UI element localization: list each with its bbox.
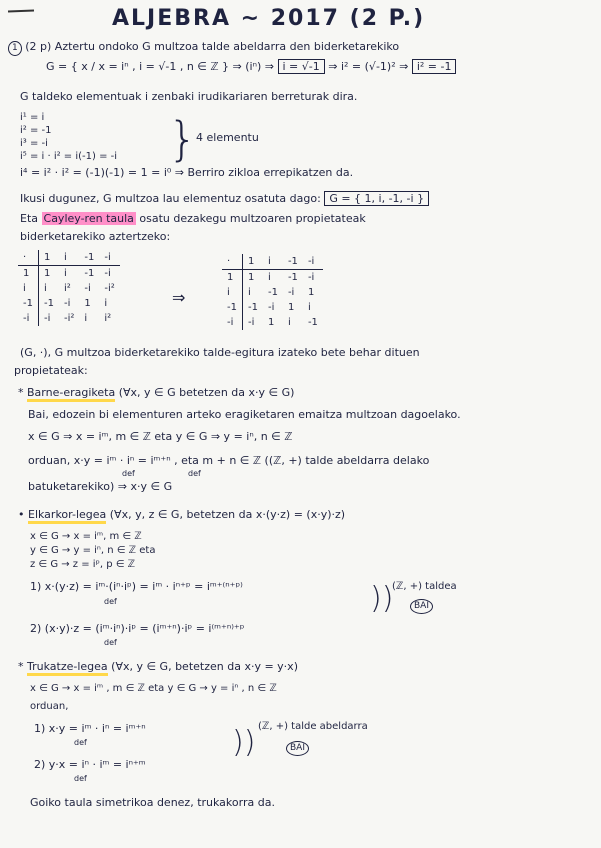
assoc-line-1: x ∈ G → x = iᵐ, m ∈ ℤ bbox=[30, 531, 142, 542]
closure-line-2: x ∈ G ⇒ x = iᵐ, m ∈ ℤ eta y ∈ G ⇒ y = iⁿ, n ∈ ℤ bbox=[28, 430, 293, 443]
def-label: def bbox=[122, 469, 135, 478]
boxed-i-squared: i² = -1 bbox=[412, 59, 457, 74]
def-label: def bbox=[188, 469, 201, 478]
set-definition: G = { x / x = iⁿ , i = √-1 , n ∈ ℤ } ⇒ (iⁿ) ⇒ bbox=[46, 60, 274, 73]
table-cell: -i bbox=[247, 317, 255, 328]
table-cell: i bbox=[247, 287, 251, 298]
table-cell: -1 bbox=[283, 254, 303, 270]
assoc-bai bbox=[410, 598, 433, 614]
table-row bbox=[18, 311, 120, 326]
conclusion-line bbox=[20, 192, 429, 205]
comm-line-4: 2) y·x = iⁿ · iᵐ = iⁿ⁺ᵐ bbox=[34, 758, 146, 771]
closure-line-3: orduan, x·y = iᵐ · iⁿ = iᵐ⁺ⁿ , eta m + n ∈ ℤ ((ℤ, +) talde abeldarra delako bbox=[28, 454, 430, 467]
assoc-line-2: y ∈ G → y = iⁿ, n ∈ ℤ eta bbox=[30, 545, 156, 556]
table-cell: -1 bbox=[287, 272, 298, 283]
power-line-5: i⁵ = i · i² = i(-1) = -i bbox=[20, 151, 118, 162]
table-cell: 1 bbox=[242, 254, 262, 270]
problem-intro: (2 p) Aztertu ondoko G multzoa talde abeldarra den biderketarekiko bbox=[25, 40, 400, 53]
table-row bbox=[222, 300, 323, 315]
table-cell: -i bbox=[84, 283, 91, 294]
power-line-1: i¹ = i bbox=[20, 112, 45, 123]
closure-heading bbox=[18, 386, 294, 399]
brace-symbol: } bbox=[168, 112, 198, 166]
def-label: def bbox=[104, 597, 117, 606]
table-cell: i bbox=[84, 313, 88, 324]
table-cell: i bbox=[18, 281, 38, 296]
table-cell: i bbox=[267, 272, 271, 283]
table-cell: -i bbox=[18, 311, 38, 326]
table-cell: -i bbox=[287, 287, 295, 298]
table-row bbox=[18, 296, 120, 311]
table-row bbox=[222, 270, 323, 286]
corner-dash bbox=[8, 10, 34, 13]
bullet: • bbox=[18, 508, 25, 521]
comm-right-note: (ℤ, +) talde abeldarra bbox=[258, 721, 368, 732]
table-cell: 1 bbox=[18, 266, 38, 282]
table-header-row bbox=[222, 254, 323, 270]
table-cell: i bbox=[59, 250, 79, 266]
def-label: def bbox=[74, 738, 87, 747]
table-cell: i bbox=[307, 302, 311, 313]
implies-arrow: ⇒ bbox=[172, 288, 186, 307]
table-cell: 1 bbox=[222, 270, 242, 286]
table-cell: 1 bbox=[287, 302, 295, 313]
closure-line-1: Bai, edozein bi elementuren arteko eragiketaren emaitza multzoan dagoelako. bbox=[28, 408, 461, 421]
power-line-3: i³ = -i bbox=[20, 138, 48, 149]
table-row bbox=[222, 285, 323, 300]
boxed-i-definition: i = √-1 bbox=[278, 59, 325, 74]
cayley-table-simplified bbox=[222, 254, 323, 330]
cayley-table-raw bbox=[18, 250, 120, 326]
comm-line-1: x ∈ G → x = iᵐ , m ∈ ℤ eta y ∈ G → y = iⁿ , n ∈ ℤ bbox=[30, 683, 277, 694]
table-cell: -i bbox=[222, 315, 242, 330]
table-cell: -1 bbox=[79, 250, 99, 266]
assoc-line-5: 2) (x·y)·z = (iᵐ·iⁿ)·iᵖ = (iᵐ⁺ⁿ)·iᵖ = i⁽ᵐ⁺ⁿ⁾⁺ᵖ bbox=[30, 622, 245, 635]
table-cell: 1 bbox=[43, 268, 51, 279]
table-cell: -i² bbox=[104, 283, 115, 294]
table-cell: 1 bbox=[267, 317, 275, 328]
cayley-line bbox=[20, 212, 366, 225]
brace-note: 4 elementu bbox=[196, 131, 259, 144]
comm-line-2: orduan, bbox=[30, 701, 69, 712]
table-cell: -1 bbox=[84, 268, 95, 279]
comm-line-3: 1) x·y = iᵐ · iⁿ = iᵐ⁺ⁿ bbox=[34, 722, 146, 735]
assoc-line-4: 1) x·(y·z) = iᵐ·(iⁿ·iᵖ) = iᵐ · iⁿ⁺ᵖ = iᵐ⁺⁽ⁿ⁺ᵖ⁾ bbox=[30, 580, 243, 593]
assoc-right-note: (ℤ, +) taldea bbox=[392, 581, 457, 592]
powers-intro: G taldeko elementuak i zenbaki irudikariaren berreturak dira. bbox=[20, 90, 358, 103]
comm-bai bbox=[286, 740, 309, 756]
table-cell: 1 bbox=[247, 272, 255, 283]
table-cell: -1 bbox=[247, 302, 258, 313]
bai-badge: BAI bbox=[286, 741, 309, 756]
cayley-highlight: Cayley-ren taula bbox=[43, 212, 134, 225]
table-cell: i bbox=[43, 283, 47, 294]
double-paren: )) bbox=[232, 725, 256, 760]
table-cell: -i bbox=[307, 272, 315, 283]
bullet: * bbox=[18, 386, 24, 399]
problem-number: 1 bbox=[8, 41, 22, 56]
power-line-2: i² = -1 bbox=[20, 125, 52, 136]
table-cell: -i² bbox=[63, 313, 75, 324]
table-cell: -1 bbox=[307, 317, 318, 328]
table-cell: -i bbox=[99, 250, 119, 266]
cayley-pre: Eta bbox=[20, 212, 39, 225]
table-row bbox=[18, 281, 120, 296]
assoc-line-3: z ∈ G → z = iᵖ, p ∈ ℤ bbox=[30, 559, 136, 570]
table-cell: 1 bbox=[307, 287, 315, 298]
assoc-title: Elkarkor-legea bbox=[28, 508, 106, 524]
table-cell: 1 bbox=[84, 298, 91, 309]
page-title: ALJEBRA ~ 2017 (2 P.) bbox=[112, 6, 426, 31]
table-cell: i² bbox=[104, 313, 112, 324]
double-paren: )) bbox=[370, 581, 394, 616]
assoc-heading bbox=[18, 508, 345, 521]
table-cell: -i bbox=[63, 298, 71, 309]
table-row bbox=[18, 266, 120, 282]
table-cell: i bbox=[63, 268, 67, 279]
comm-title: Trukatze-legea bbox=[27, 660, 108, 676]
bai-badge: BAI bbox=[410, 599, 433, 614]
cayley-line-2: biderketarekiko aztertzeko: bbox=[20, 230, 171, 243]
table-header-row bbox=[18, 250, 120, 266]
table-cell: i² bbox=[63, 283, 71, 294]
boxed-set-G: G = { 1, i, -1, -i } bbox=[324, 191, 429, 206]
set-definition-line bbox=[46, 60, 456, 73]
table-cell: -1 bbox=[267, 287, 278, 298]
conclusion-text: Ikusi dugunez, G multzoa lau elementuz osatuta dago: bbox=[20, 192, 321, 205]
cayley-post: osatu dezakegu multzoaren propietateak bbox=[139, 212, 366, 225]
def-label: def bbox=[104, 638, 117, 647]
comm-final: Goiko taula simetrikoa denez, trukakorra da. bbox=[30, 796, 275, 809]
comm-heading bbox=[18, 660, 298, 673]
table-cell: i bbox=[222, 285, 242, 300]
table-cell: 1 bbox=[38, 250, 58, 266]
table-cell: i bbox=[263, 254, 283, 270]
table-cell: i bbox=[287, 317, 291, 328]
table-cell: · bbox=[222, 254, 242, 270]
def-label: def bbox=[74, 774, 87, 783]
table-cell: -i bbox=[267, 302, 275, 313]
table-cell: -1 bbox=[43, 298, 54, 309]
table-cell: -i bbox=[303, 254, 323, 270]
table-cell: · bbox=[18, 250, 38, 266]
bullet: * bbox=[18, 660, 24, 673]
table-cell: i bbox=[104, 298, 108, 309]
group-line-1: (G, ·), G multzoa biderketarekiko talde-egitura izateko bete behar dituen bbox=[20, 346, 420, 359]
closure-condition: (∀x, y ∈ G betetzen da x·y ∈ G) bbox=[118, 386, 295, 399]
cycle-line: i⁴ = i² · i² = (-1)(-1) = 1 = i⁰ ⇒ Berriro zikloa errepikatzen da. bbox=[20, 166, 354, 179]
comm-condition: (∀x, y ∈ G, betetzen da x·y = y·x) bbox=[111, 660, 298, 673]
i-squared-derivation: ⇒ i² = (√-1)² ⇒ bbox=[328, 60, 409, 73]
closure-title: Barne-eragiketa bbox=[27, 386, 115, 402]
table-cell: -i bbox=[43, 313, 51, 324]
closure-line-4: batuketarekiko) ⇒ x·y ∈ G bbox=[28, 480, 173, 493]
table-row bbox=[222, 315, 323, 330]
problem-intro-line bbox=[8, 40, 399, 56]
assoc-condition: (∀x, y, z ∈ G, betetzen da x·(y·z) = (x·y)·z) bbox=[109, 508, 346, 521]
group-line-2: propietateak: bbox=[14, 364, 88, 377]
table-cell: -i bbox=[104, 268, 111, 279]
table-cell: -1 bbox=[18, 296, 38, 311]
table-cell: -1 bbox=[222, 300, 242, 315]
